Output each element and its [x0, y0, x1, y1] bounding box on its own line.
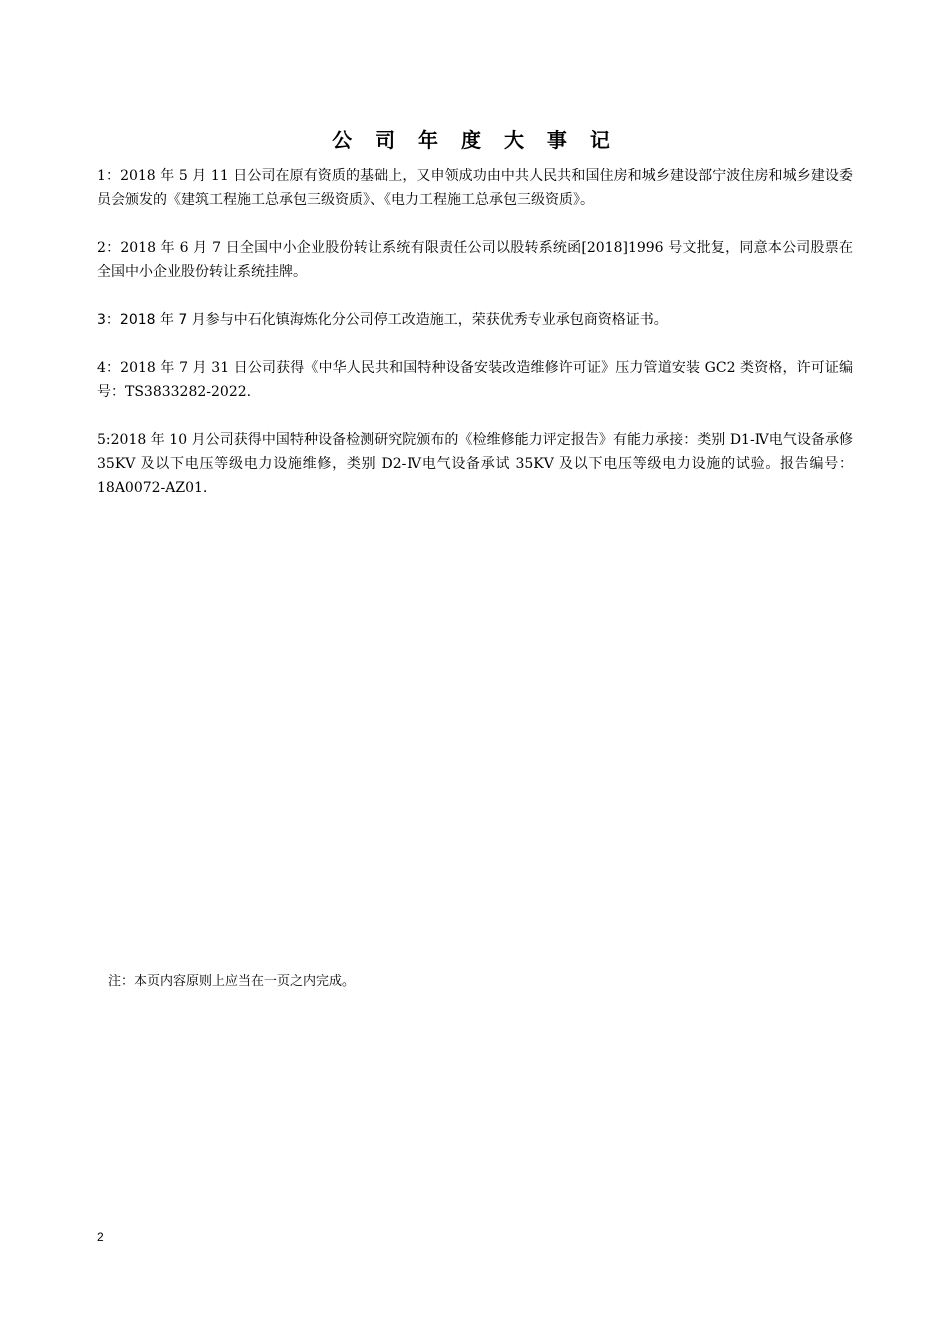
event-item: 1：2018 年 5 月 11 日公司在原有资质的基础上，又申领成功由中共人民共和国住房和城乡建设部宁波住房和城乡建设委员会颁发的《建筑工程施工总承包三级资质》、《电力工程施工总承包三级资质》。	[97, 168, 853, 208]
footer-note: 注：本页内容原则上应当在一页之内完成。	[108, 974, 356, 989]
page-title: 公 司 年 度 大 事 记	[332, 128, 618, 152]
event-item: 2：2018 年 6 月 7 日全国中小企业股份转让系统有限责任公司以股转系统函[2018]1996 号文批复，同意本公司股票在全国中小企业股份转让系统挂牌。	[97, 240, 853, 280]
event-item: 4：2018 年 7 月 31 日公司获得《中华人民共和国特种设备安装改造维修许可证》压力管道安装 GC2 类资格，许可证编号：TS3833282-2022.	[97, 360, 853, 400]
page-number: 2	[97, 1230, 104, 1244]
event-item: 5:2018 年 10 月公司获得中国特种设备检测研究院颁布的《检维修能力评定报告》有能力承接：类别 D1-Ⅳ电气设备承修 35KV 及以下电压等级电力设施维修，类别 D2-Ⅳ电气设备承试 35KV 及以下电压等级电力设施的试验。报告编号：18A0072-AZ01.	[97, 432, 853, 496]
event-item: 3：2018 年 7 月参与中石化镇海炼化分公司停工改造施工，荣获优秀专业承包商资格证书。	[97, 312, 668, 328]
events-list	[97, 164, 853, 524]
